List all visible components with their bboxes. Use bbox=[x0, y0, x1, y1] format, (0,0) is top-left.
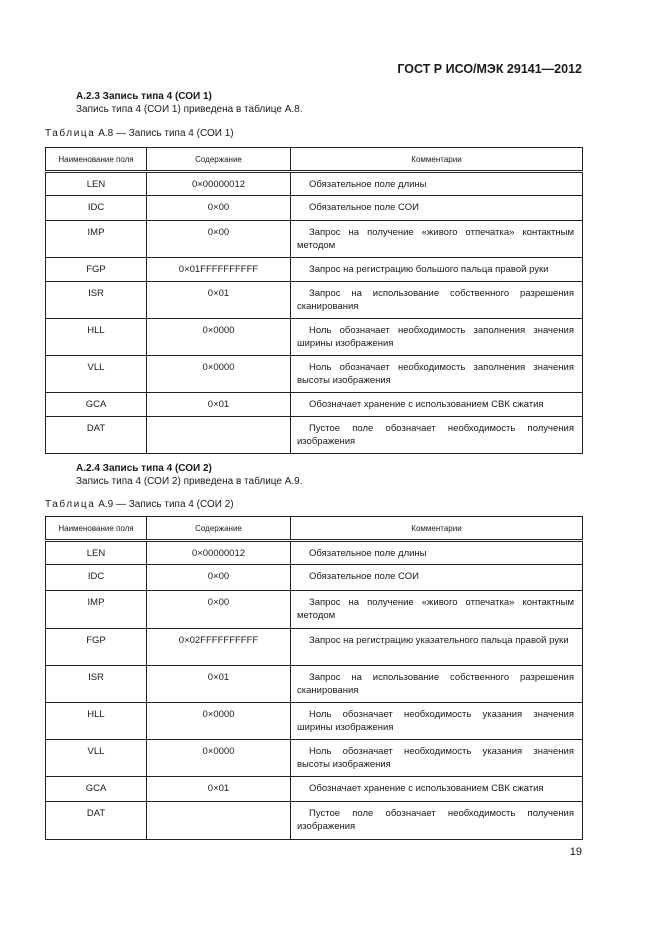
column-header: Наименование поля bbox=[46, 148, 147, 172]
field-name-cell: IDC bbox=[46, 565, 147, 591]
field-name-cell: GCA bbox=[46, 777, 147, 802]
content-cell: 0×01 bbox=[147, 282, 291, 319]
comment-cell: Запрос на получение «живого отпечатка» контактным методом bbox=[291, 591, 583, 629]
comment-cell: Запрос на регистрацию большого пальца правой руки bbox=[291, 258, 583, 282]
page-number: 19 bbox=[569, 846, 582, 858]
comment-cell: Запрос на регистрацию указательного пальца правой руки bbox=[291, 629, 583, 666]
table-row bbox=[46, 565, 583, 591]
column-header: Содержание bbox=[147, 517, 291, 541]
content-cell: 0×00 bbox=[147, 221, 291, 258]
table-row bbox=[46, 282, 583, 319]
comment-cell: Ноль обозначает необходимость заполнения значения высоты изображения bbox=[291, 356, 583, 393]
table-row bbox=[46, 802, 583, 840]
comment-cell: Обязательное поле СОИ bbox=[291, 565, 583, 591]
table-row bbox=[46, 196, 583, 221]
content-cell: 0×01 bbox=[147, 777, 291, 802]
field-name-cell: LEN bbox=[46, 172, 147, 196]
caption-prefix: Таблица bbox=[45, 499, 96, 510]
table-row bbox=[46, 740, 583, 777]
comment-cell: Ноль обозначает необходимость указания значения ширины изображения bbox=[291, 703, 583, 740]
field-name-cell: FGP bbox=[46, 629, 147, 666]
table-row bbox=[46, 666, 583, 703]
table-row bbox=[46, 541, 583, 565]
section-text: Запись типа 4 (СОИ 2) приведена в таблице А.9. bbox=[76, 476, 303, 487]
caption-prefix: Таблица bbox=[45, 128, 96, 139]
table-row bbox=[46, 591, 583, 629]
field-name-cell: VLL bbox=[46, 740, 147, 777]
table-caption bbox=[45, 128, 234, 139]
document-header: ГОСТ Р ИСО/МЭК 29141—2012 bbox=[397, 62, 582, 76]
field-name-cell: FGP bbox=[46, 258, 147, 282]
comment-cell: Обязательное поле СОИ bbox=[291, 196, 583, 221]
table-a9 bbox=[45, 516, 583, 840]
table-row bbox=[46, 221, 583, 258]
content-cell: 0×02FFFFFFFFFF bbox=[147, 629, 291, 666]
table-header-row bbox=[46, 517, 583, 541]
table-a8 bbox=[45, 147, 583, 454]
field-name-cell: DAT bbox=[46, 417, 147, 454]
comment-cell: Ноль обозначает необходимость указания значения высоты изображения bbox=[291, 740, 583, 777]
table-row bbox=[46, 703, 583, 740]
field-name-cell: DAT bbox=[46, 802, 147, 840]
section-title: А.2.3 Запись типа 4 (СОИ 1) bbox=[76, 91, 212, 102]
content-cell: 0×01FFFFFFFFFF bbox=[147, 258, 291, 282]
content-cell: 0×00000012 bbox=[147, 541, 291, 565]
table-caption bbox=[45, 499, 234, 510]
column-header: Содержание bbox=[147, 148, 291, 172]
content-cell: 0×00 bbox=[147, 591, 291, 629]
comment-cell: Пустое поле обозначает необходимость получения изображения bbox=[291, 802, 583, 840]
content-cell: 0×00 bbox=[147, 565, 291, 591]
content-cell: 0×0000 bbox=[147, 703, 291, 740]
table-row bbox=[46, 356, 583, 393]
field-name-cell: HLL bbox=[46, 319, 147, 356]
content-cell: 0×00 bbox=[147, 196, 291, 221]
table-row bbox=[46, 258, 583, 282]
field-name-cell: IMP bbox=[46, 591, 147, 629]
table-row bbox=[46, 319, 583, 356]
comment-cell: Пустое поле обозначает необходимость получения изображения bbox=[291, 417, 583, 454]
table-row bbox=[46, 629, 583, 666]
table-row bbox=[46, 417, 583, 454]
content-cell: 0×0000 bbox=[147, 319, 291, 356]
column-header: Комментарии bbox=[291, 517, 583, 541]
content-cell: 0×0000 bbox=[147, 356, 291, 393]
table-row bbox=[46, 393, 583, 417]
field-name-cell: IDC bbox=[46, 196, 147, 221]
field-name-cell: VLL bbox=[46, 356, 147, 393]
field-name-cell: IMP bbox=[46, 221, 147, 258]
content-cell: 0×01 bbox=[147, 393, 291, 417]
content-cell: 0×00000012 bbox=[147, 172, 291, 196]
table-row bbox=[46, 172, 583, 196]
content-cell bbox=[147, 802, 291, 840]
field-name-cell: GCA bbox=[46, 393, 147, 417]
content-cell: 0×0000 bbox=[147, 740, 291, 777]
column-header: Наименование поля bbox=[46, 517, 147, 541]
field-name-cell: ISR bbox=[46, 666, 147, 703]
section-text: Запись типа 4 (СОИ 1) приведена в таблице А.8. bbox=[76, 104, 303, 115]
section-title: А.2.4 Запись типа 4 (СОИ 2) bbox=[76, 463, 212, 474]
comment-cell: Обозначает хранение с использованием СВК сжатия bbox=[291, 393, 583, 417]
comment-cell: Обозначает хранение с использованием СВК сжатия bbox=[291, 777, 583, 802]
caption-text: А.9 — Запись типа 4 (СОИ 2) bbox=[98, 499, 234, 510]
comment-cell: Ноль обозначает необходимость заполнения значения ширины изображения bbox=[291, 319, 583, 356]
comment-cell: Запрос на получение «живого отпечатка» контактным методом bbox=[291, 221, 583, 258]
content-cell bbox=[147, 417, 291, 454]
content-cell: 0×01 bbox=[147, 666, 291, 703]
comment-cell: Обязательное поле длины bbox=[291, 172, 583, 196]
comment-cell: Запрос на использование собственного разрешения сканирования bbox=[291, 282, 583, 319]
column-header: Комментарии bbox=[291, 148, 583, 172]
comment-cell: Обязательное поле длины bbox=[291, 541, 583, 565]
field-name-cell: ISR bbox=[46, 282, 147, 319]
comment-cell: Запрос на использование собственного разрешения сканирования bbox=[291, 666, 583, 703]
table-row bbox=[46, 777, 583, 802]
table-header-row bbox=[46, 148, 583, 172]
field-name-cell: HLL bbox=[46, 703, 147, 740]
field-name-cell: LEN bbox=[46, 541, 147, 565]
caption-text: А.8 — Запись типа 4 (СОИ 1) bbox=[98, 128, 234, 139]
